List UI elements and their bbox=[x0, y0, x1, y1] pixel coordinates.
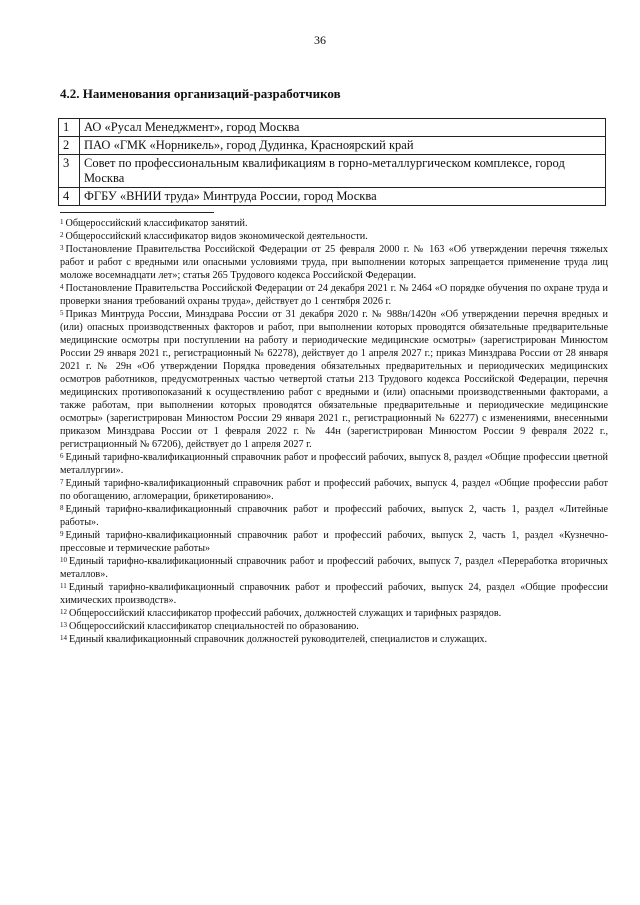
footnote-mark: 11 bbox=[60, 582, 67, 590]
organization-name: АО «Русал Менеджмент», город Москва bbox=[80, 119, 606, 137]
footnote bbox=[60, 620, 608, 633]
footnote-mark: 8 bbox=[60, 504, 64, 512]
footnote bbox=[60, 633, 608, 646]
footnote-text: Единый тарифно-квалификационный справочник работ и профессий рабочих, выпуск 24, раздел «Общие профессии химических производств». bbox=[60, 582, 608, 606]
footnote-mark: 2 bbox=[60, 231, 64, 239]
table-row bbox=[59, 137, 606, 155]
organization-name: ФГБУ «ВНИИ труда» Минтруда России, город Москва bbox=[80, 188, 606, 206]
page-number: 36 bbox=[314, 33, 326, 47]
developer-organizations-table bbox=[58, 118, 606, 206]
footnote-mark: 1 bbox=[60, 218, 64, 226]
organization-name: Совет по профессиональным квалификациям в горно-металлургическом комплексе, город Москва bbox=[80, 155, 606, 188]
footnote-text: Приказ Минтруда России, Минздрава России от 31 декабря 2020 г. № 988н/1420н «Об утверждении перечня вредных и (или) опасных производственных факторов и работ, при выполнении которых проводятся обязательные предварительные медицинские осмотры при поступлении на работу и периодические медицинские осмотры» (зарегистрирован Минюстом России 29 января 2021 г., регистрационный № 62278), действует до 1 апреля 2027 г.; приказ Минздрава России от 28 января 2021 г. № 29н «Об утверждении Порядка проведения обязательных предварительных и периодических медицинских осмотров работников, предусмотренных частью четвертой статьи 213 Трудового кодекса Российской Федерации, перечня медицинских противопоказаний к осуществлению работ с вредными и (или) опасными производственными факторами, а также работам, при выполнении которых проводятся обязательные предварительные и периодические медицинские осмотры» (зарегистрирован Минюстом России 29 января 2021 г., регистрационный № 62277) с изменениями, внесенными приказом Минздрава России от 1 февраля 2022 г. № 44н (зарегистрирован Минюстом России 9 февраля 2022 г., регистрационный № 67206), действует до 1 апреля 2027 г. bbox=[60, 309, 608, 450]
footnote-text: Общероссийский классификатор видов экономической деятельности. bbox=[65, 231, 368, 242]
footnote bbox=[60, 230, 608, 243]
footnote-text: Общероссийский классификатор профессий рабочих, должностей служащих и тарифных разрядов. bbox=[69, 608, 502, 619]
table-row bbox=[59, 188, 606, 206]
footnote-mark: 7 bbox=[60, 478, 64, 486]
footnote bbox=[60, 477, 608, 503]
footnote-mark: 6 bbox=[60, 452, 64, 460]
footnote-text: Единый тарифно-квалификационный справочник работ и профессий рабочих, выпуск 2, часть 1, раздел «Кузнечно-прессовые и термические работы» bbox=[60, 530, 608, 554]
footnotes bbox=[60, 217, 608, 646]
footnote-mark: 5 bbox=[60, 309, 64, 317]
footnote bbox=[60, 607, 608, 620]
footnote-text: Общероссийский классификатор занятий. bbox=[65, 218, 248, 229]
footnote bbox=[60, 308, 608, 451]
footnote-mark: 12 bbox=[60, 608, 67, 616]
footnote-mark: 4 bbox=[60, 283, 64, 291]
footnote bbox=[60, 503, 608, 529]
footnote-text: Общероссийский классификатор специальностей по образованию. bbox=[69, 621, 359, 632]
footnote bbox=[60, 451, 608, 477]
footnote bbox=[60, 555, 608, 581]
footnote bbox=[60, 282, 608, 308]
row-number: 2 bbox=[59, 137, 80, 155]
footnote-text: Единый тарифно-квалификационный справочник работ и профессий рабочих, выпуск 7, раздел «Переработка вторичных металлов». bbox=[60, 556, 608, 580]
footnote-mark: 14 bbox=[60, 634, 67, 642]
footnote-text: Единый тарифно-квалификационный справочник работ и профессий рабочих, выпуск 4, раздел «Общие профессии работ по обогащению, агломерации, брикетированию». bbox=[60, 478, 608, 502]
footnote bbox=[60, 243, 608, 282]
footnote-separator bbox=[60, 212, 214, 213]
footnote-mark: 13 bbox=[60, 621, 67, 629]
footnote-text: Постановление Правительства Российской Федерации от 24 декабря 2021 г. № 2464 «О порядке обучения по охране труда и проверки знания требований охраны труда», действует до 1 сентября 2026 г. bbox=[60, 283, 608, 307]
footnote-text: Единый тарифно-квалификационный справочник работ и профессий рабочих, выпуск 2, часть 1, раздел «Литейные работы». bbox=[60, 504, 608, 528]
organization-name: ПАО «ГМК «Норникель», город Дудинка, Красноярский край bbox=[80, 137, 606, 155]
footnote bbox=[60, 529, 608, 555]
footnote-mark: 9 bbox=[60, 530, 64, 538]
footnote bbox=[60, 581, 608, 607]
table-row bbox=[59, 155, 606, 188]
row-number: 1 bbox=[59, 119, 80, 137]
footnote bbox=[60, 217, 608, 230]
section-heading: 4.2. Наименования организаций-разработчиков bbox=[60, 86, 341, 101]
table-row bbox=[59, 119, 606, 137]
footnote-text: Единый тарифно-квалификационный справочник работ и профессий рабочих, выпуск 8, раздел «Общие профессии цветной металлургии». bbox=[60, 452, 608, 476]
footnote-text: Единый квалификационный справочник должностей руководителей, специалистов и служащих. bbox=[69, 634, 488, 645]
footnote-mark: 3 bbox=[60, 244, 64, 252]
row-number: 3 bbox=[59, 155, 80, 188]
footnote-mark: 10 bbox=[60, 556, 67, 564]
row-number: 4 bbox=[59, 188, 80, 206]
footnote-text: Постановление Правительства Российской Федерации от 25 февраля 2000 г. № 163 «Об утверждении перечня тяжелых работ и работ с вредными или опасными условиями труда, при выполнении которых запрещается применение труда лиц моложе восемнадцати лет»; статья 265 Трудового кодекса Российской Федерации. bbox=[60, 244, 608, 281]
